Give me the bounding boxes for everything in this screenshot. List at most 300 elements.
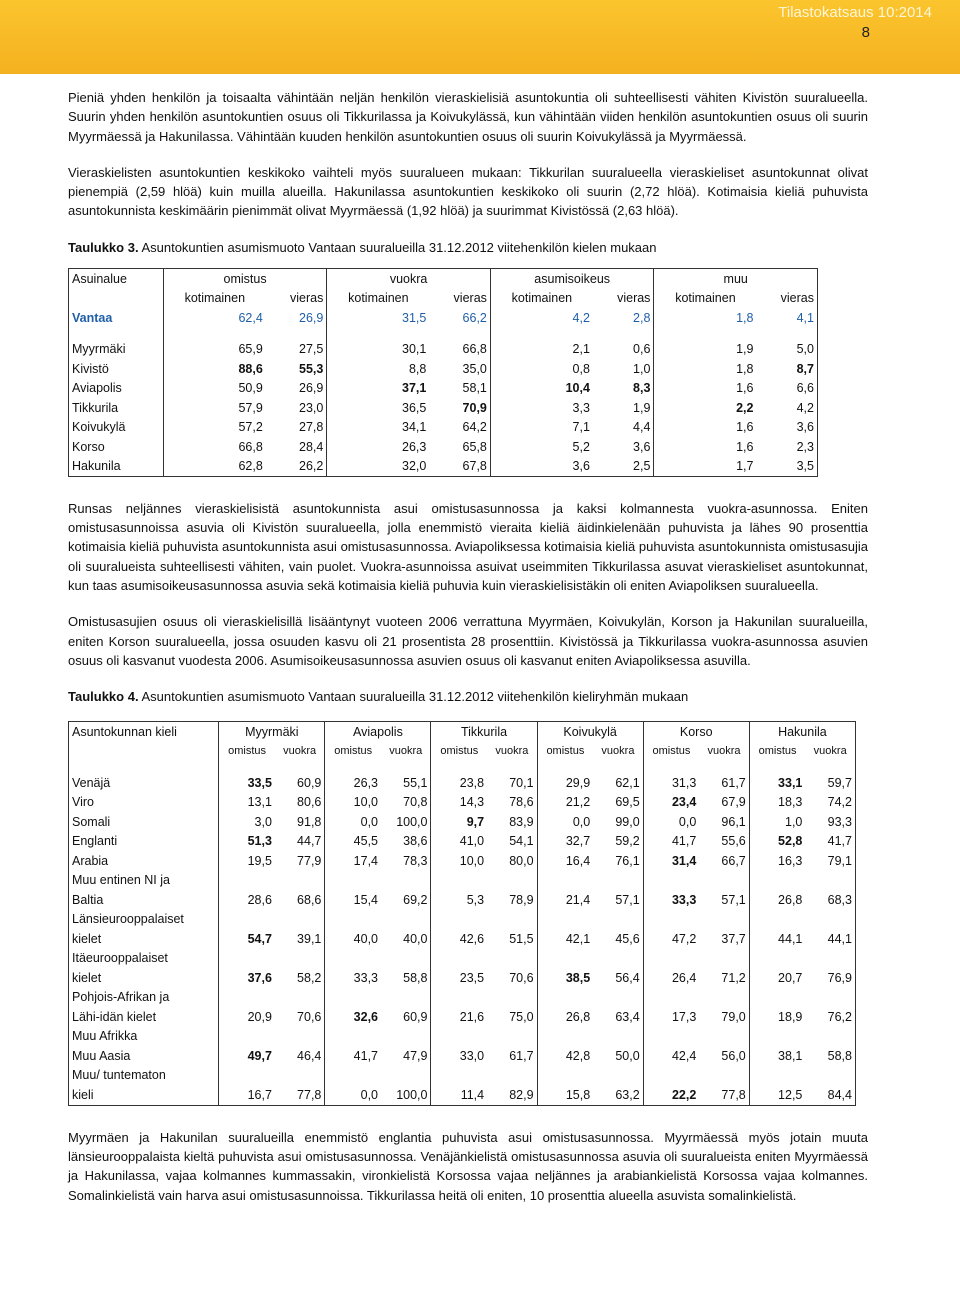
table-cell: 1,8 bbox=[654, 308, 757, 328]
row-label: Aviapolis bbox=[72, 381, 122, 396]
table-cell: 60,9 bbox=[403, 1009, 428, 1024]
table-cell: 38,5 bbox=[537, 968, 593, 988]
table-cell: 40,0 bbox=[403, 931, 428, 946]
spacer-cell bbox=[805, 761, 855, 773]
table-cell: 1,0 bbox=[749, 812, 805, 832]
table-cell: 55,6 bbox=[721, 834, 746, 849]
table-cell: 44,7 bbox=[297, 834, 322, 849]
table-cell: 16,7 bbox=[219, 1085, 275, 1105]
table-cell: 80,0 bbox=[509, 853, 534, 868]
spacer-row bbox=[69, 761, 856, 773]
table-cell: 39,1 bbox=[297, 931, 322, 946]
table-cell: 37,6 bbox=[219, 968, 275, 988]
row-label: Itäeurooppalaiset bbox=[72, 951, 168, 966]
empty-cell bbox=[593, 871, 643, 891]
empty-cell bbox=[537, 988, 593, 1008]
empty-cell bbox=[749, 1027, 805, 1047]
table-cell: 1,7 bbox=[654, 456, 757, 476]
row-label: kielet bbox=[72, 931, 102, 946]
empty-cell bbox=[219, 1066, 275, 1086]
table-cell: 62,1 bbox=[615, 775, 640, 790]
table4 bbox=[68, 721, 856, 1106]
empty-cell bbox=[643, 988, 699, 1008]
table-cell: 75,0 bbox=[509, 1009, 534, 1024]
table-cell: 26,8 bbox=[749, 890, 805, 910]
table-cell: 57,2 bbox=[163, 417, 266, 437]
table3-subheader: vieras bbox=[453, 291, 487, 306]
table-cell: 68,3 bbox=[827, 892, 852, 907]
table-cell: 55,1 bbox=[403, 775, 428, 790]
empty-cell bbox=[431, 1027, 487, 1047]
empty-cell bbox=[699, 1027, 749, 1047]
table-row-label-line bbox=[69, 1027, 856, 1047]
table-cell: 18,3 bbox=[749, 793, 805, 813]
table-cell: 61,7 bbox=[721, 775, 746, 790]
table3 bbox=[68, 268, 818, 477]
table-cell: 33,3 bbox=[643, 890, 699, 910]
row-label: Kivistö bbox=[72, 361, 109, 376]
empty-cell bbox=[325, 988, 381, 1008]
table-cell: 7,1 bbox=[490, 417, 593, 437]
table3-group-header: vuokra bbox=[327, 268, 491, 288]
empty-cell bbox=[487, 1027, 537, 1047]
empty-cell bbox=[431, 1066, 487, 1086]
table-cell: 42,1 bbox=[537, 929, 593, 949]
row-label: Pohjois-Afrikan ja bbox=[72, 990, 170, 1005]
empty-cell bbox=[805, 949, 855, 969]
table4-subheader: vuokra bbox=[707, 745, 741, 758]
table-cell: 23,8 bbox=[431, 773, 487, 793]
table-cell: 41,7 bbox=[325, 1046, 381, 1066]
row-label: Koivukylä bbox=[72, 420, 126, 435]
empty-cell bbox=[537, 910, 593, 930]
empty-cell bbox=[381, 949, 431, 969]
spacer-cell bbox=[490, 327, 593, 339]
table-row bbox=[69, 1007, 856, 1027]
paragraph: Myyrmäen ja Hakunilan suuralueilla enemmistö englantia puhuvista asui omistusasunnossa. Myyrmäessä myös jotain muuta länsieurooppalaista kieltä puhuvista asui omistusasunnossa. Venäjänkielistä omistusasunnossa asuvia oli suuralueista eniten Myyrmäessä ja Hakunilassa, vajaa kolmannes kummassakin, vironkielistä Korsossa vajaa neljännes ja arabiankielistä Korsossa vajaa kolmannes. Somalinkielistä vain harva asui omistusasunnoissa. Tikkurilassa heitä oli eniten, 10 prosenttia alueella asuvista somalinkielistä. bbox=[68, 1129, 868, 1203]
table-cell: 58,2 bbox=[297, 970, 322, 985]
table-cell: 33,0 bbox=[431, 1046, 487, 1066]
table-cell: 66,7 bbox=[721, 853, 746, 868]
table-cell: 58,1 bbox=[462, 381, 487, 396]
table-cell: 41,7 bbox=[827, 834, 852, 849]
table-cell: 13,1 bbox=[219, 793, 275, 813]
table-cell: 70,6 bbox=[509, 970, 534, 985]
table-cell: 59,7 bbox=[827, 775, 852, 790]
table-cell: 63,2 bbox=[615, 1087, 640, 1102]
table-cell: 66,2 bbox=[462, 310, 487, 325]
table-cell: 36,5 bbox=[327, 398, 430, 418]
row-label: Hakunila bbox=[72, 459, 121, 474]
table-cell: 55,3 bbox=[299, 361, 324, 376]
empty-cell bbox=[275, 949, 325, 969]
table-cell: 0,0 bbox=[537, 812, 593, 832]
table-cell: 44,1 bbox=[827, 931, 852, 946]
empty-cell bbox=[381, 1066, 431, 1086]
table-cell: 28,6 bbox=[219, 890, 275, 910]
table-cell: 47,2 bbox=[643, 929, 699, 949]
table-cell: 35,0 bbox=[462, 361, 487, 376]
empty-cell bbox=[431, 988, 487, 1008]
table-cell: 50,0 bbox=[615, 1048, 640, 1063]
table-cell: 100,0 bbox=[396, 1087, 428, 1102]
empty-cell bbox=[593, 988, 643, 1008]
table-row-label-line bbox=[69, 871, 856, 891]
row-label: Lähi-idän kielet bbox=[72, 1009, 157, 1024]
empty-cell bbox=[69, 288, 164, 308]
table-row bbox=[69, 812, 856, 832]
table-cell: 1,9 bbox=[633, 400, 651, 415]
table-cell: 62,8 bbox=[163, 456, 266, 476]
table-cell: 32,6 bbox=[325, 1007, 381, 1027]
table-cell: 78,6 bbox=[509, 795, 534, 810]
spacer-cell bbox=[327, 327, 430, 339]
row-label: Korso bbox=[72, 439, 105, 454]
empty-cell bbox=[487, 988, 537, 1008]
table-cell: 34,1 bbox=[327, 417, 430, 437]
empty-cell bbox=[699, 1066, 749, 1086]
table-cell: 8,3 bbox=[633, 381, 651, 396]
empty-cell bbox=[537, 1066, 593, 1086]
spacer-cell bbox=[69, 761, 219, 773]
empty-cell bbox=[325, 871, 381, 891]
table-cell: 26,3 bbox=[325, 773, 381, 793]
table-cell: 31,5 bbox=[327, 308, 430, 328]
spacer-cell bbox=[69, 327, 164, 339]
empty-cell bbox=[275, 910, 325, 930]
table-cell: 5,0 bbox=[796, 342, 814, 357]
spacer-cell bbox=[487, 761, 537, 773]
table-cell: 45,5 bbox=[325, 832, 381, 852]
table4-group-header: Tikkurila bbox=[431, 722, 537, 742]
table-cell: 26,2 bbox=[299, 459, 324, 474]
spacer-cell bbox=[163, 327, 266, 339]
table-row bbox=[69, 308, 818, 328]
table-cell: 76,2 bbox=[827, 1009, 852, 1024]
table-cell: 65,8 bbox=[462, 439, 487, 454]
table-cell: 51,5 bbox=[509, 931, 534, 946]
table-cell: 0,0 bbox=[643, 812, 699, 832]
empty-cell bbox=[219, 988, 275, 1008]
table4-caption-label: Taulukko 4. bbox=[68, 689, 139, 705]
table-cell: 15,4 bbox=[325, 890, 381, 910]
table-cell: 66,8 bbox=[163, 437, 266, 457]
empty-cell bbox=[805, 1027, 855, 1047]
table4-subheader: omistus bbox=[537, 742, 593, 762]
empty-cell bbox=[275, 1027, 325, 1047]
row-label: Baltia bbox=[72, 892, 104, 907]
table-cell: 82,9 bbox=[509, 1087, 534, 1102]
table-cell: 93,3 bbox=[827, 814, 852, 829]
empty-cell bbox=[325, 949, 381, 969]
table-row bbox=[69, 832, 856, 852]
table-cell: 54,7 bbox=[219, 929, 275, 949]
table-cell: 10,0 bbox=[431, 851, 487, 871]
table-row bbox=[69, 359, 818, 379]
table3-subheader: vieras bbox=[290, 291, 324, 306]
table-cell: 21,6 bbox=[431, 1007, 487, 1027]
table-cell: 76,9 bbox=[827, 970, 852, 985]
table-cell: 42,4 bbox=[643, 1046, 699, 1066]
table-cell: 1,6 bbox=[654, 378, 757, 398]
row-label: kielet bbox=[72, 970, 102, 985]
empty-cell bbox=[749, 910, 805, 930]
table-cell: 51,3 bbox=[219, 832, 275, 852]
table-cell: 67,9 bbox=[721, 795, 746, 810]
table-cell: 16,3 bbox=[749, 851, 805, 871]
row-label: Muu entinen NI ja bbox=[72, 873, 170, 888]
row-label: Muu Afrikka bbox=[72, 1029, 138, 1044]
empty-cell bbox=[699, 910, 749, 930]
paragraph: Runsas neljännes vieraskielisistä asuntokunnista asui omistusasunnossa ja kaksi kolmannesta vuokra-asunnossa. Eniten omistusasunnoissa asuvia oli Kivistön suuralueella, jolla enemmistö vieraita kieliä äidinkielenään puhuvista ja lähes 90 prosenttia kotimaisia kieliä puhuvista asuntokunnista asui omistusasunnossa. Aviapoliksessa kotimaisia kieliä puhuvista asuntokunnista omistusasujia oli suuralueista suhteellisesti vähiten, vain puolet. Vuokra-asunnoissa asuivat useimmiten Tikkurilassa asuvat vieraskieliset asuntokunnat, kun taas asumisoikeusasunnossa asuvia sekä kotimaisia kieliä puhuvia kuin vieraskielisistäkin oli eniten Aviapoliksen suuralueella. bbox=[68, 500, 868, 593]
spacer-cell bbox=[266, 327, 327, 339]
table-cell: 3,5 bbox=[796, 459, 814, 474]
row-label: Länsieurooppalaiset bbox=[72, 912, 184, 927]
empty-cell bbox=[699, 871, 749, 891]
spacer-cell bbox=[537, 761, 593, 773]
row-label: Englanti bbox=[72, 834, 118, 849]
spacer-cell bbox=[275, 761, 325, 773]
table4-subheader: omistus bbox=[219, 742, 275, 762]
table-cell: 79,0 bbox=[721, 1009, 746, 1024]
empty-cell bbox=[593, 1027, 643, 1047]
table3-group-header: asumisoikeus bbox=[490, 268, 654, 288]
table-cell: 5,3 bbox=[431, 890, 487, 910]
table-cell: 84,4 bbox=[827, 1087, 852, 1102]
table-cell: 10,0 bbox=[325, 793, 381, 813]
table-cell: 2,5 bbox=[633, 459, 651, 474]
table-cell: 1,6 bbox=[654, 437, 757, 457]
table-cell: 1,9 bbox=[654, 339, 757, 359]
table-cell: 67,8 bbox=[462, 459, 487, 474]
empty-cell bbox=[699, 949, 749, 969]
table-cell: 11,4 bbox=[431, 1085, 487, 1105]
table-row bbox=[69, 437, 818, 457]
table-cell: 46,4 bbox=[297, 1048, 322, 1063]
table3-subheader: vieras bbox=[617, 291, 651, 306]
empty-cell bbox=[487, 910, 537, 930]
table3-caption-label: Taulukko 3. bbox=[68, 239, 139, 255]
table-cell: 31,3 bbox=[643, 773, 699, 793]
empty-cell bbox=[275, 871, 325, 891]
table-cell: 21,2 bbox=[537, 793, 593, 813]
table-cell: 88,6 bbox=[163, 359, 266, 379]
table-cell: 50,9 bbox=[163, 378, 266, 398]
table-cell: 1,8 bbox=[654, 359, 757, 379]
empty-cell bbox=[805, 910, 855, 930]
table3-subheader: kotimainen bbox=[490, 288, 593, 308]
table-cell: 77,9 bbox=[297, 853, 322, 868]
table-cell: 20,9 bbox=[219, 1007, 275, 1027]
table-cell: 6,6 bbox=[796, 381, 814, 396]
table-cell: 32,0 bbox=[327, 456, 430, 476]
table3-caption-text: Asuntokuntien asumismuoto Vantaan suuralueilla 31.12.2012 viitehenkilön kielen mukaan bbox=[138, 239, 657, 255]
table-cell: 70,9 bbox=[462, 400, 487, 415]
empty-cell bbox=[749, 1066, 805, 1086]
table-cell: 52,8 bbox=[749, 832, 805, 852]
table-cell: 1,6 bbox=[654, 417, 757, 437]
table-row bbox=[69, 1046, 856, 1066]
empty-cell bbox=[643, 871, 699, 891]
table-cell: 5,2 bbox=[490, 437, 593, 457]
spacer-cell bbox=[325, 761, 381, 773]
spacer-cell bbox=[429, 327, 490, 339]
table-cell: 31,4 bbox=[643, 851, 699, 871]
table-cell: 74,2 bbox=[827, 795, 852, 810]
empty-cell bbox=[487, 1066, 537, 1086]
spacer-cell bbox=[219, 761, 275, 773]
empty-cell bbox=[593, 910, 643, 930]
paragraph: Pieniä yhden henkilön ja toisaalta vähintään neljän henkilön vieraskielisiä asuntokuntia oli suhteellisesti vähiten Kivistön suuralueella. Suurin yhden henkilön asuntokuntien osuus oli Tikkurilassa ja Koivukylässä, kun vähintään viiden henkilön asuntokuntien osuus oli suurin Myyrmäessä ja Hakunilassa. Vähintään kuuden henkilön asuntokuntien osuus oli suurin Koivukylässä ja Myyrmäessä. bbox=[68, 90, 868, 144]
table-cell: 57,1 bbox=[721, 892, 746, 907]
table-cell: 70,6 bbox=[297, 1009, 322, 1024]
table-cell: 0,0 bbox=[325, 812, 381, 832]
table-cell: 20,7 bbox=[749, 968, 805, 988]
table-cell: 4,4 bbox=[633, 420, 651, 435]
empty-cell bbox=[431, 949, 487, 969]
page-header bbox=[0, 0, 960, 74]
table-cell: 78,3 bbox=[403, 853, 428, 868]
table-cell: 2,3 bbox=[796, 439, 814, 454]
row-label: kieli bbox=[72, 1087, 94, 1102]
table-cell: 56,0 bbox=[721, 1048, 746, 1063]
table4-group-header: Aviapolis bbox=[325, 722, 431, 742]
empty-cell bbox=[325, 910, 381, 930]
empty-cell bbox=[643, 910, 699, 930]
table-cell: 32,7 bbox=[537, 832, 593, 852]
table-cell: 68,6 bbox=[297, 892, 322, 907]
table-row bbox=[69, 793, 856, 813]
table-cell: 2,2 bbox=[654, 398, 757, 418]
table-cell: 69,2 bbox=[403, 892, 428, 907]
table-cell: 99,0 bbox=[615, 814, 640, 829]
table-cell: 38,6 bbox=[403, 834, 428, 849]
table-row bbox=[69, 929, 856, 949]
table-cell: 26,8 bbox=[537, 1007, 593, 1027]
table-cell: 26,3 bbox=[327, 437, 430, 457]
table-cell: 78,9 bbox=[509, 892, 534, 907]
table-cell: 17,4 bbox=[325, 851, 381, 871]
table-cell: 57,1 bbox=[615, 892, 640, 907]
table-cell: 71,2 bbox=[721, 970, 746, 985]
table-cell: 9,7 bbox=[431, 812, 487, 832]
table-row bbox=[69, 851, 856, 871]
table-row bbox=[69, 339, 818, 359]
table3-group-header: muu bbox=[654, 268, 818, 288]
empty-cell bbox=[325, 1066, 381, 1086]
row-label: Viro bbox=[72, 795, 95, 810]
empty-cell bbox=[805, 988, 855, 1008]
table4-subheader: omistus bbox=[643, 742, 699, 762]
empty-cell bbox=[593, 1066, 643, 1086]
table-cell: 15,8 bbox=[537, 1085, 593, 1105]
table4-subheader: vuokra bbox=[283, 745, 317, 758]
table-cell: 3,6 bbox=[490, 456, 593, 476]
table-cell: 4,1 bbox=[796, 310, 814, 325]
row-label: Arabia bbox=[72, 853, 109, 868]
empty-cell bbox=[805, 871, 855, 891]
empty-cell bbox=[537, 871, 593, 891]
row-label: Vantaa bbox=[72, 310, 113, 325]
table-cell: 19,5 bbox=[219, 851, 275, 871]
table-cell: 56,4 bbox=[615, 970, 640, 985]
table-cell: 42,8 bbox=[537, 1046, 593, 1066]
empty-cell bbox=[643, 1027, 699, 1047]
table-cell: 47,9 bbox=[403, 1048, 428, 1063]
table-row-label-line bbox=[69, 949, 856, 969]
table-row bbox=[69, 968, 856, 988]
empty-cell bbox=[537, 949, 593, 969]
table-cell: 30,1 bbox=[327, 339, 430, 359]
table4-group-header: Koivukylä bbox=[537, 722, 643, 742]
table4-caption-text: Asuntokuntien asumismuoto Vantaan suuralueilla 31.12.2012 viitehenkilön kieliryhmän mukaan bbox=[138, 689, 689, 705]
table-cell: 38,1 bbox=[749, 1046, 805, 1066]
table3-subheader: kotimainen bbox=[654, 288, 757, 308]
paragraph: Vieraskielisten asuntokuntien keskikoko vaihteli myös suuralueen mukaan: Tikkurilan suuralueella vieraskieliset asuntokunnat olivat pienempiä (2,59 hlöä) kuin muilla alueilla. Hakunilassa asuntokuntien keskikoko oli suurin (2,72 hlöä). Kotimaisia kieliä puhuvista asuntokunnista keskimäärin pienimmät olivat Myyrmäessä (1,92 hlöä) ja suurimmat Kivistössä (2,63 hlöä). bbox=[68, 164, 868, 219]
table-cell: 0,8 bbox=[490, 359, 593, 379]
paragraph: Omistusasujien osuus oli vieraskielisillä lisääntynyt vuoteen 2006 verrattuna Myyrmäen, Koivukylän, Korson ja Hakunilan suuralueilla, eniten Korson suuralueella, jossa osuuden kasvu oli 21 prosentista 28 prosenttiin. Kivistössä ja Tikkurilassa vuokra-asunnossa asuvien osuus oli kasvanut vuodesta 2006. Asumisoikeusasunnossa asuvien osuus oli kasvanut eniten Aviapoliksessa asuvilla. bbox=[68, 614, 868, 668]
table-cell: 18,9 bbox=[749, 1007, 805, 1027]
table4-subheader: omistus bbox=[749, 742, 805, 762]
empty-cell bbox=[749, 988, 805, 1008]
table-row bbox=[69, 398, 818, 418]
table4-col-label: Asuntokunnan kieli bbox=[72, 724, 177, 739]
row-label: Tikkurila bbox=[72, 400, 119, 415]
table-cell: 26,9 bbox=[299, 381, 324, 396]
table-cell: 59,2 bbox=[615, 834, 640, 849]
table3-caption bbox=[68, 238, 868, 257]
empty-cell bbox=[69, 742, 219, 762]
empty-cell bbox=[381, 871, 431, 891]
table3-col-label: Asuinalue bbox=[72, 271, 127, 286]
table-cell: 0,0 bbox=[325, 1085, 381, 1105]
table-cell: 80,6 bbox=[297, 795, 322, 810]
table-cell: 40,0 bbox=[325, 929, 381, 949]
table-cell: 37,1 bbox=[327, 378, 430, 398]
table-cell: 27,8 bbox=[299, 420, 324, 435]
empty-cell bbox=[275, 988, 325, 1008]
table-row bbox=[69, 1085, 856, 1105]
table4-subheader: omistus bbox=[431, 742, 487, 762]
table-cell: 23,0 bbox=[299, 400, 324, 415]
empty-cell bbox=[381, 910, 431, 930]
empty-cell bbox=[487, 871, 537, 891]
table4-group-header: Myyrmäki bbox=[219, 722, 325, 742]
empty-cell bbox=[381, 1027, 431, 1047]
table-cell: 3,6 bbox=[633, 439, 651, 454]
table-cell: 27,5 bbox=[299, 342, 324, 357]
table-cell: 10,4 bbox=[490, 378, 593, 398]
row-label: Myyrmäki bbox=[72, 342, 126, 357]
spacer-cell bbox=[381, 761, 431, 773]
table-cell: 12,5 bbox=[749, 1085, 805, 1105]
table-cell: 76,1 bbox=[615, 853, 640, 868]
table4-group-header: Korso bbox=[643, 722, 749, 742]
table-cell: 37,7 bbox=[721, 931, 746, 946]
row-label: Muu Aasia bbox=[72, 1048, 131, 1063]
table-cell: 3,0 bbox=[219, 812, 275, 832]
table-cell: 49,7 bbox=[219, 1046, 275, 1066]
table-row bbox=[69, 378, 818, 398]
table-cell: 83,9 bbox=[509, 814, 534, 829]
empty-cell bbox=[219, 1027, 275, 1047]
table-cell: 28,4 bbox=[299, 439, 324, 454]
empty-cell bbox=[643, 949, 699, 969]
row-label: Somali bbox=[72, 814, 111, 829]
empty-cell bbox=[219, 871, 275, 891]
table-cell: 29,9 bbox=[537, 773, 593, 793]
table4-caption bbox=[68, 687, 868, 706]
